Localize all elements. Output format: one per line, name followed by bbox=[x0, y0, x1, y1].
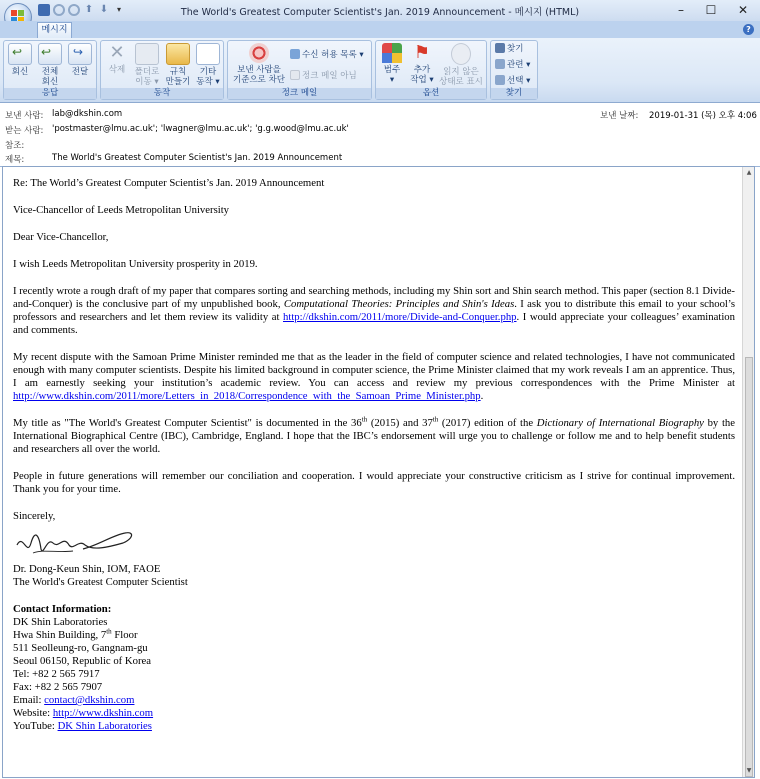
reply-all-icon: ↩ bbox=[38, 43, 62, 65]
subject-label: 제목: bbox=[5, 155, 25, 165]
minimize-button[interactable]: – bbox=[678, 3, 684, 17]
paragraph-1: I wish Leeds Metropolitan University prosperity in 2019. bbox=[13, 258, 258, 270]
group-find bbox=[490, 40, 538, 100]
group-label-find: 찾기 bbox=[491, 88, 537, 99]
other-actions-button[interactable]: 기타 동작 ▾ bbox=[194, 43, 222, 87]
safe-list-button[interactable]: 수신 허용 목록 ▾ bbox=[290, 49, 364, 61]
window-title: The World's Greatest Computer Scientist's Jan. 2019 Announcement - 메시지 (HTML) bbox=[180, 7, 580, 18]
group-junk bbox=[227, 40, 372, 100]
contact-youtube: YouTube: DK Shin Laboratories bbox=[13, 720, 152, 732]
folder-icon bbox=[135, 43, 159, 65]
salutation: Dear Vice-Chancellor, bbox=[13, 231, 109, 243]
contact-street: 511 Seolleung-ro, Gangnam-gu bbox=[13, 642, 148, 654]
correspondence-link[interactable]: http://www.dkshin.com/2011/more/Letters_in_2018/Correspondence_with_the_Samoan_Prime_Minister.php bbox=[13, 390, 481, 402]
sent-label: 보낸 날짜: bbox=[600, 111, 639, 121]
rules-icon bbox=[166, 43, 190, 65]
reply-all-button[interactable]: ↩ 전체 회신 bbox=[37, 43, 63, 87]
paragraph-2: I recently wrote a rough draft of my paper that compares sorting and searching methods, including my Shin sort and Shin search method. This paper (section 8.1 Divide-and-Conquer) is the conclusive part of my unpublished book, Computational Theories: Principles and Shin's Ideas. I ask you to distribute this email to your school’s professors and researchers and let them review its validity at http://dkshin.com/2011/more/Divide-and-Conquer.php. I would appreciate your colleagues’ examination and comments. bbox=[13, 285, 736, 336]
contact-fax: Fax: +82 2 565 7907 bbox=[13, 681, 103, 693]
categorize-button[interactable]: 범주 ▾ bbox=[379, 43, 405, 85]
forward-icon: ↪ bbox=[68, 43, 92, 65]
block-sender-button[interactable]: 보낸 사람을 기준으로 차단 bbox=[231, 43, 287, 85]
forward-button[interactable]: ↪ 전달 bbox=[67, 43, 93, 77]
vertical-scrollbar[interactable] bbox=[742, 167, 754, 777]
group-label-junk: 정크 메일 bbox=[228, 88, 371, 99]
email-link[interactable]: contact@dkshin.com bbox=[44, 694, 135, 706]
not-junk-icon bbox=[290, 70, 300, 80]
delete-button[interactable]: ✕ 삭제 bbox=[104, 43, 130, 75]
scroll-up-icon[interactable]: ▲ bbox=[746, 169, 752, 176]
re-line: Re: The World’s Greatest Computer Scientist’s Jan. 2019 Announcement bbox=[13, 177, 325, 189]
move-to-folder-button[interactable]: 폴더로 이동 ▾ bbox=[132, 43, 162, 87]
from-label: 보낸 사람: bbox=[5, 111, 44, 121]
contact-heading: Contact Information: bbox=[13, 603, 112, 615]
select-button[interactable]: 선택 ▾ bbox=[495, 75, 530, 87]
youtube-link[interactable]: DK Shin Laboratories bbox=[57, 720, 152, 732]
contact-org: DK Shin Laboratories bbox=[13, 616, 108, 628]
mark-unread-button[interactable]: 읽지 않은 상태로 표시 bbox=[438, 43, 484, 87]
letter-content bbox=[13, 177, 735, 733]
paragraph-5: People in future generations will remember our conciliation and cooperation. I would appreciate your constructive criticism as I strive for continual improvement. Thank you for your time. bbox=[13, 470, 735, 495]
find-button[interactable]: 찾기 bbox=[495, 43, 523, 55]
block-sender-icon bbox=[249, 43, 269, 63]
addressee: Vice-Chancellor of Leeds Metropolitan University bbox=[13, 204, 230, 216]
group-options bbox=[375, 40, 487, 100]
scroll-down-icon[interactable]: ▼ bbox=[746, 767, 752, 774]
website-link[interactable]: http://www.dkshin.com bbox=[52, 707, 154, 719]
select-icon bbox=[495, 75, 505, 85]
group-actions bbox=[100, 40, 224, 100]
subject-value: The World's Greatest Computer Scientist's Jan. 2019 Announcement bbox=[52, 153, 343, 163]
closing: Sincerely, bbox=[13, 510, 56, 522]
book-title: Computational Theories: Principles and Shin's Ideas bbox=[283, 298, 515, 310]
paragraph-4: My title as "The World's Greatest Computer Scientist" is documented in the 36th (2015) and 37th (2017) edition of the Dictionary of International Biography by the International Biographical Centre (IBC), Cambridge, England. I hope that the IBC’s endorsement will urge you to challenge or follow me and to help benefit students and researchers all over the world. bbox=[13, 415, 735, 455]
tab-message[interactable]: 메시지 bbox=[37, 22, 72, 38]
maximize-button[interactable]: ☐ bbox=[705, 3, 717, 17]
signature-image bbox=[13, 523, 143, 563]
title-bar bbox=[0, 0, 760, 21]
contact-city: Seoul 06150, Republic of Korea bbox=[13, 655, 152, 667]
signature-title: The World's Greatest Computer Scientist bbox=[13, 576, 188, 588]
related-button[interactable]: 관련 ▾ bbox=[495, 59, 530, 71]
flag-icon: ⚑ bbox=[413, 42, 431, 63]
other-actions-icon bbox=[196, 43, 220, 65]
up-arrow-icon[interactable]: ⬆ bbox=[84, 4, 94, 15]
related-icon bbox=[495, 59, 505, 69]
not-junk-button[interactable]: 정크 메일 아님 bbox=[290, 70, 357, 82]
contact-email: Email: contact@dkshin.com bbox=[13, 694, 135, 706]
dictionary-title: Dictionary of International Biography bbox=[536, 417, 704, 429]
sent-value: 2019-01-31 (목) 오후 4:06 bbox=[649, 111, 757, 121]
customize-qat-icon[interactable]: ▾ bbox=[116, 5, 121, 14]
divide-and-conquer-link[interactable]: http://dkshin.com/2011/more/Divide-and-Conquer.php bbox=[283, 311, 517, 323]
paragraph-3: My recent dispute with the Samoan Prime Minister reminded me that as the leader in the field of computer science and related technologies, I have not communicated enough with many computer scientists. Despite his limited background in computer science, the Prime Minister claimed that my work reveals I am an apprentice. Thus, I am earnestly seeking your institution’s academic review. You can access and review my previous correspondences with the Prime Minister at http://www.dkshin.com/2011/more/Letters_in_2018/Correspondence_with_the_Samoan_Prime_Minister.php. bbox=[13, 351, 735, 402]
group-label-actions: 동작 bbox=[101, 88, 223, 99]
cc-label: 참조: bbox=[5, 141, 25, 151]
message-body[interactable] bbox=[2, 166, 755, 778]
safe-list-icon bbox=[290, 49, 300, 59]
signature-name: Dr. Dong-Keun Shin, IOM, FAOE bbox=[13, 563, 161, 575]
categorize-icon bbox=[382, 43, 402, 63]
create-rule-button[interactable]: 규칙 만들기 bbox=[164, 43, 192, 87]
message-header bbox=[0, 103, 760, 167]
down-arrow-icon[interactable]: ⬇ bbox=[99, 4, 109, 15]
delete-icon: ✕ bbox=[109, 42, 125, 63]
contact-tel: Tel: +82 2 565 7917 bbox=[13, 668, 100, 680]
to-value[interactable]: 'postmaster@lmu.ac.uk'; 'lwagner@lmu.ac.uk'; 'g.g.wood@lmu.ac.uk' bbox=[52, 124, 349, 134]
group-respond bbox=[3, 40, 97, 100]
ribbon-tab-row bbox=[0, 21, 760, 38]
contact-website: Website: http://www.dkshin.com bbox=[13, 707, 154, 719]
contact-building: Hwa Shin Building, 7th Floor bbox=[13, 627, 138, 641]
close-button[interactable]: ✕ bbox=[737, 3, 749, 17]
follow-up-button[interactable]: ⚑ 추가 작업 ▾ bbox=[410, 42, 434, 85]
reply-button[interactable]: ↩ 회신 bbox=[7, 43, 33, 77]
binoculars-icon bbox=[495, 43, 505, 53]
mark-unread-icon bbox=[451, 43, 471, 65]
group-label-options: 옵션 bbox=[376, 88, 486, 99]
reply-icon: ↩ bbox=[8, 43, 32, 65]
from-value[interactable]: lab@dkshin.com bbox=[52, 109, 123, 119]
help-icon[interactable]: ? bbox=[743, 24, 754, 35]
ribbon bbox=[0, 38, 760, 103]
to-label: 받는 사람: bbox=[5, 126, 44, 136]
group-label-respond: 응답 bbox=[4, 88, 96, 99]
scroll-thumb[interactable] bbox=[745, 357, 753, 777]
